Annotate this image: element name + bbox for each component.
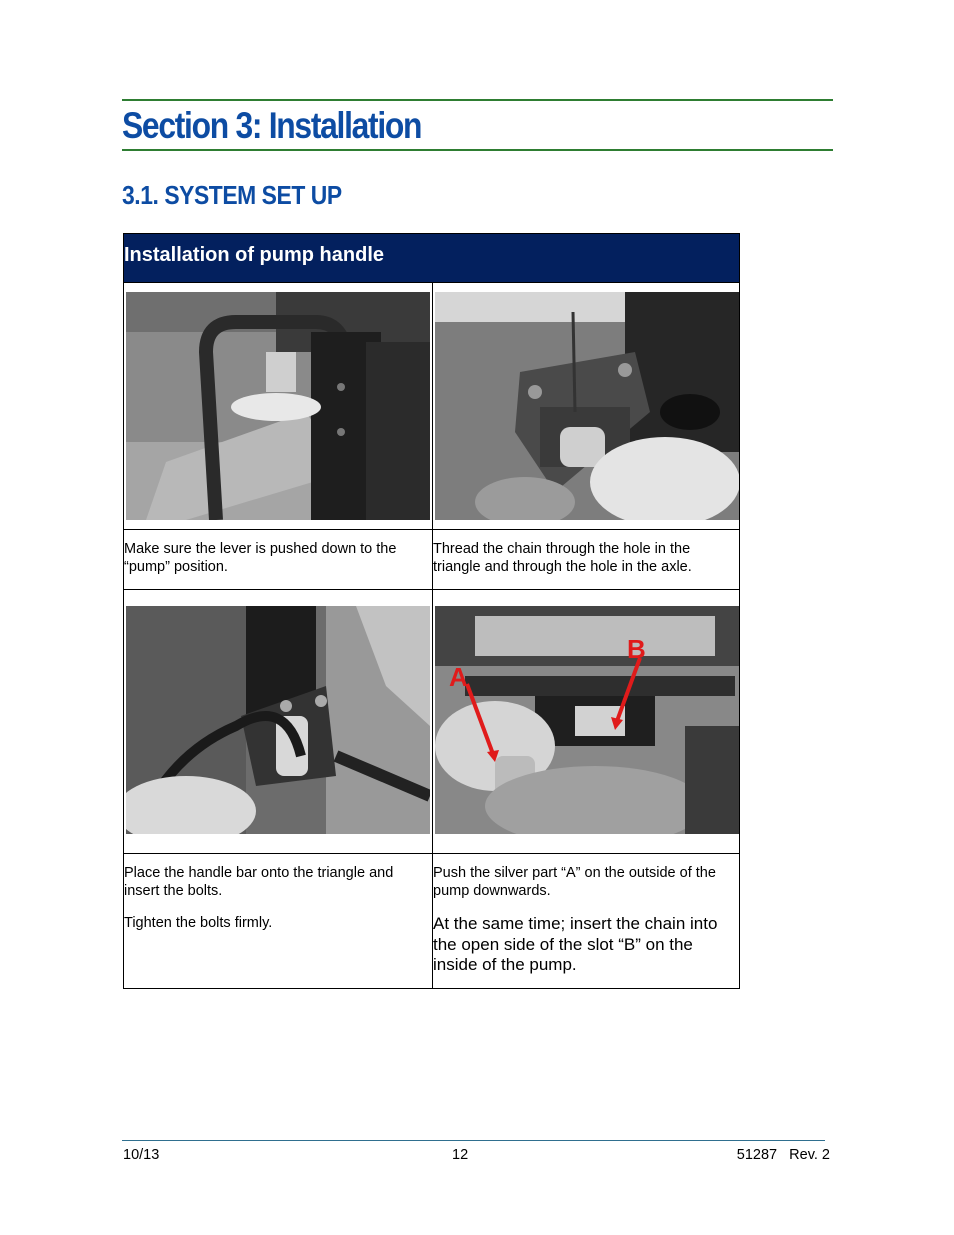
footer-rule [122, 1140, 825, 1141]
table-header [124, 234, 739, 283]
caption-step-1 [124, 540, 424, 576]
caption-text: Place the handle bar onto the triangle and insert the bolts. [124, 865, 394, 899]
row-divider [124, 589, 739, 590]
footer-date: 10/13 [123, 1147, 160, 1163]
row-divider [124, 853, 739, 854]
caption-step-3 [124, 864, 424, 932]
caption-text: At the same time; insert the chain into the open side of the slot “B” on the inside of the pump. [433, 914, 718, 974]
installation-table [123, 233, 740, 989]
table-header-label: Installation of pump handle [124, 244, 384, 266]
footer-doc-revision: 51287 Rev. 2 [736, 1147, 830, 1163]
photo-pump-a-b [435, 606, 739, 834]
subsection-title: 3.1. SYSTEM SET UP [122, 180, 342, 210]
caption-text: Thread the chain through the hole in the triangle and through the hole in the axle. [433, 541, 692, 575]
photo-thread-chain [435, 292, 739, 520]
caption-text: Tighten the bolts firmly. [124, 915, 273, 931]
caption-step-4 [433, 864, 739, 976]
photo-label-b: B [627, 634, 646, 664]
caption-text: Make sure the lever is pushed down to the “pump” position. [124, 541, 397, 575]
row-divider [124, 529, 739, 530]
title-underline [122, 149, 833, 151]
section-title: Section 3: Installation [122, 105, 422, 146]
top-rule [122, 99, 833, 101]
photo-label-a: A [449, 662, 468, 692]
footer-page-number: 12 [452, 1147, 469, 1163]
caption-step-2 [433, 540, 733, 576]
photo-lever-pump-position [126, 292, 430, 520]
caption-text: Push the silver part “A” on the outside of the pump downwards. [433, 865, 716, 899]
photo-handle-bar-bolts [126, 606, 430, 834]
